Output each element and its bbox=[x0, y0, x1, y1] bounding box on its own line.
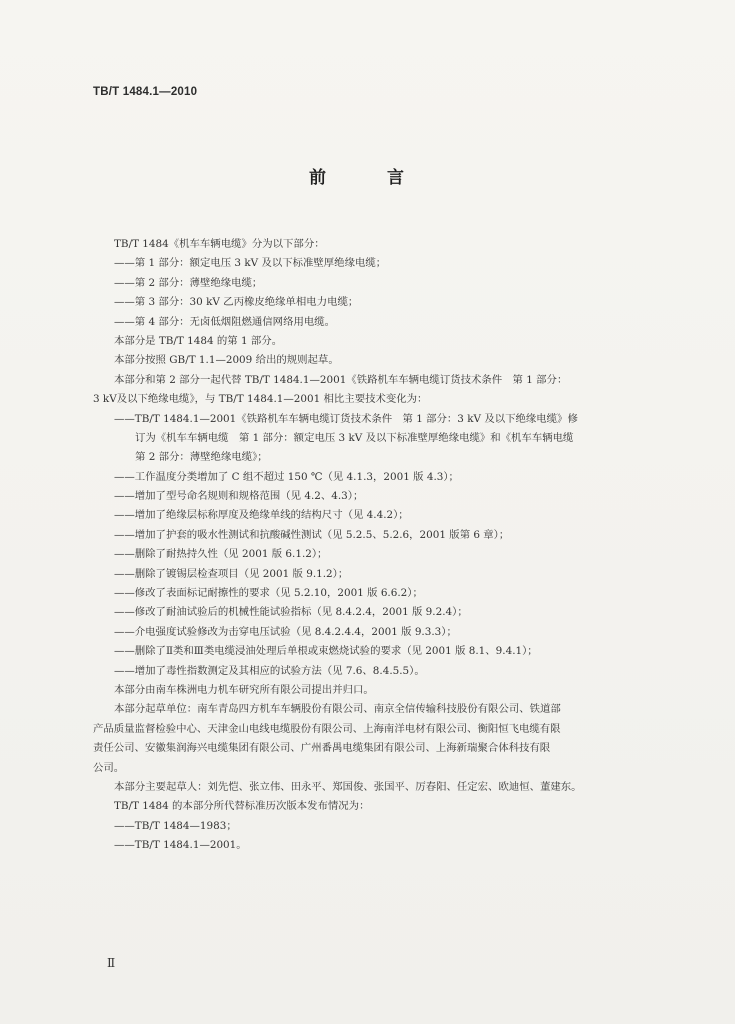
paragraph: 本部分按照 GB/T 1.1—2009 给出的规则起草。 bbox=[114, 354, 339, 367]
page-title: 前 言 bbox=[309, 168, 426, 188]
paragraph: ——增加了毒性指数测定及其相应的试验方法（见 7.6、8.4.5.5）。 bbox=[114, 664, 425, 677]
paragraph: 3 kV及以下绝缘电缆》，与 TB/T 1484.1—2001 相比主要技术变化为： bbox=[93, 393, 428, 406]
paragraph: ——增加了型号命名规则和规格范围（见 4.2、4.3）； bbox=[114, 490, 364, 503]
page-number: Ⅱ bbox=[107, 956, 116, 970]
paragraph: ——第 1 部分：额定电压 3 kV 及以下标准壁厚绝缘电缆； bbox=[114, 257, 387, 270]
paragraph: ——修改了表面标记耐擦性的要求（见 5.2.10，2001 版 6.6.2）； bbox=[114, 587, 423, 600]
paragraph: ——TB/T 1484.1—2001《铁路机车车辆电缆订货技术条件 第 1 部分：3 kV 及以下绝缘电缆》修 bbox=[114, 412, 578, 425]
paragraph: 本部分是 TB/T 1484 的第 1 部分。 bbox=[114, 334, 283, 347]
paragraph: ——工作温度分类增加了 C 组不超过 150 ℃（见 4.1.3，2001 版 4.3）； bbox=[114, 470, 459, 483]
paragraph: 公司。 bbox=[93, 761, 125, 774]
paragraph: 第 2 部分：薄壁绝缘电缆》； bbox=[135, 451, 268, 464]
paragraph: ——修改了耐油试验后的机械性能试验指标（见 8.4.2.4，2001 版 9.2.4）； bbox=[114, 606, 468, 619]
paragraph: ——TB/T 1484.1—2001。 bbox=[114, 839, 247, 852]
paragraph: 本部分和第 2 部分一起代替 TB/T 1484.1—2001《铁路机车车辆电缆订货技术条件 第 1 部分： bbox=[114, 373, 568, 386]
paragraph: 本部分起草单位：南车青岛四方机车车辆股份有限公司、南京全信传输科技股份有限公司、铁道部 bbox=[114, 703, 561, 716]
paragraph: TB/T 1484《机车车辆电缆》分为以下部分： bbox=[114, 238, 325, 250]
standard-code-header: TB/T 1484.1—2010 bbox=[93, 86, 198, 98]
preface-body bbox=[93, 235, 653, 856]
paragraph: ——TB/T 1484—1983； bbox=[114, 819, 237, 832]
paragraph: ——删除了镀锡层检查项目（见 2001 版 9.1.2）； bbox=[114, 567, 349, 580]
paragraph: ——第 3 部分：30 kV 乙丙橡皮绝缘单相电力电缆； bbox=[114, 296, 359, 309]
paragraph: ——增加了护套的吸水性测试和抗酸碱性测试（见 5.2.5、5.2.6，2001 版第 6 章）； bbox=[114, 528, 510, 541]
paragraph: ——删除了耐热持久性（见 2001 版 6.1.2）； bbox=[114, 548, 328, 561]
paragraph: ——增加了绝缘层标称厚度及绝缘单线的结构尺寸（见 4.4.2）； bbox=[114, 509, 409, 522]
paragraph: 本部分由南车株洲电力机车研究所有限公司提出并归口。 bbox=[114, 683, 374, 696]
paragraph: ——第 4 部分：无卤低烟阻燃通信网络用电缆。 bbox=[114, 315, 336, 328]
paragraph: ——删除了Ⅱ类和Ⅲ类电缆浸油处理后单根或束燃烧试验的要求（见 2001 版 8.1、9.4.1）； bbox=[114, 645, 538, 658]
paragraph: ——介电强度试验修改为击穿电压试验（见 8.4.2.4.4，2001 版 9.3.3）； bbox=[114, 625, 457, 638]
paragraph: ——第 2 部分：薄壁绝缘电缆； bbox=[114, 276, 263, 289]
paragraph: 责任公司、安徽集润海兴电缆集团有限公司、广州番禺电缆集团有限公司、上海新瑞聚合体科技有限 bbox=[93, 742, 551, 755]
paragraph: 订为《机车车辆电缆 第 1 部分：额定电压 3 kV 及以下标准壁厚绝缘电缆》和《机车车辆电缆 bbox=[135, 431, 574, 444]
paragraph: TB/T 1484 的本部分所代替标准历次版本发布情况为： bbox=[114, 800, 370, 813]
paragraph: 本部分主要起草人：刘先恺、张立伟、田永平、郑国俊、张国平、厉春阳、任定宏、欧迪恒、董建东。 bbox=[114, 780, 582, 793]
paragraph: 产品质量监督检验中心、天津金山电线电缆股份有限公司、上海南洋电材有限公司、衡阳恒飞电缆有限 bbox=[93, 722, 561, 735]
